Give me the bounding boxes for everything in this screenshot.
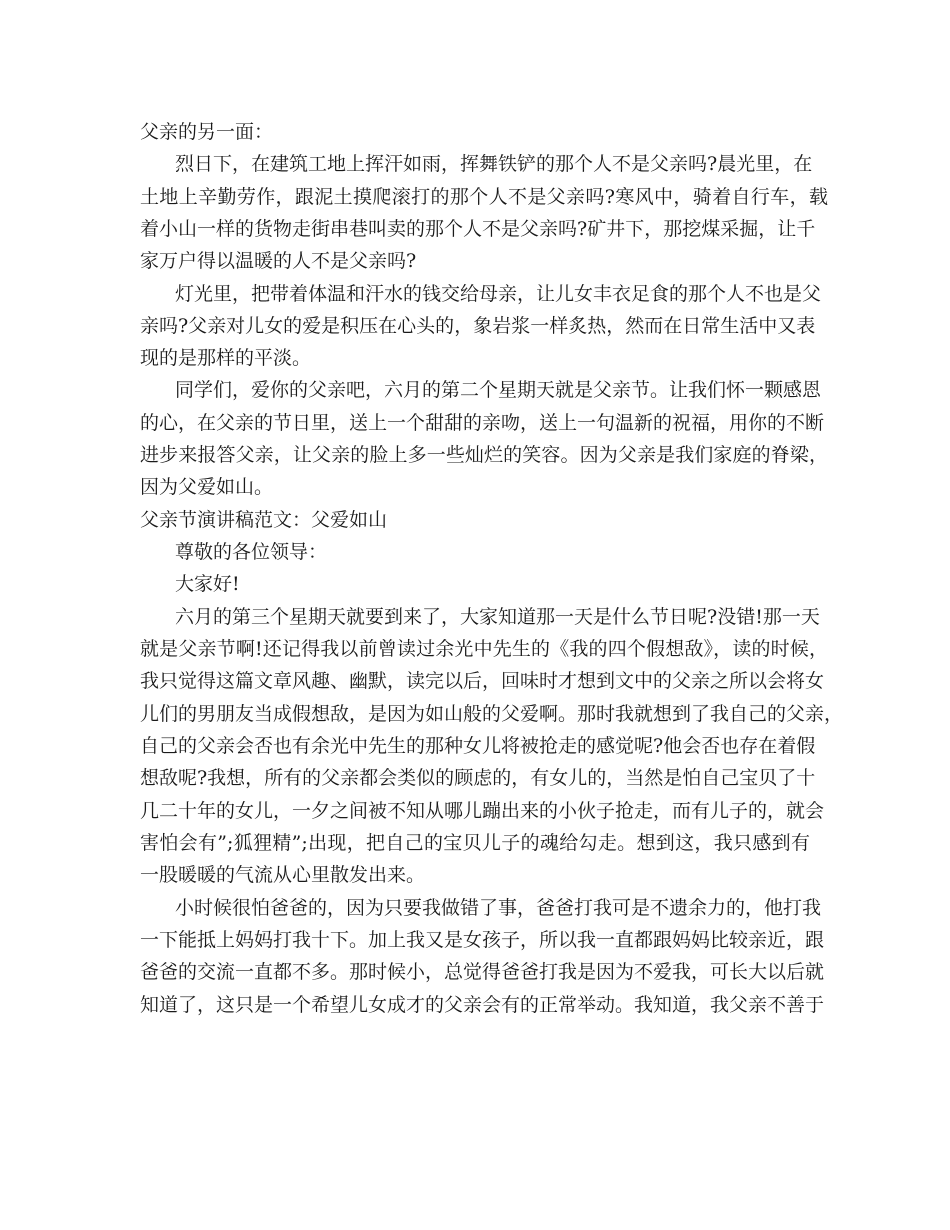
text-line: 着小山一样的货物走街串巷叫卖的那个人不是父亲吗?矿井下，那挖煤采掘，让千: [140, 218, 816, 240]
text-line: 自己的父亲会否也有余光中先生的那种女儿将被抢走的感觉呢?他会否也存在着假: [140, 735, 816, 757]
text-line: 亲吗?父亲对儿女的爱是积压在心头的，象岩浆一样炙热，然而在日常生活中又表: [140, 315, 816, 337]
text-line: 的心，在父亲的节日里，送上一个甜甜的亲吻，送上一句温新的祝福，用你的不断: [140, 412, 825, 434]
text-line: 现的是那样的平淡。: [140, 347, 312, 369]
text-line: 六月的第三个星期天就要到来了，大家知道那一天是什么节日呢?没错!那一天: [175, 606, 820, 628]
text-line: 灯光里，把带着体温和汗水的钱交给母亲，让儿女丰衣足食的那个人不也是父: [175, 283, 822, 305]
text-line: 几二十年的女儿，一夕之间被不知从哪儿蹦出来的小伙子抢走，而有儿子的，就会: [140, 800, 825, 822]
salutation: 尊敬的各位领导：: [175, 541, 328, 563]
text-line: 想敌呢?我想，所有的父亲都会类似的顾虑的，有女儿的，当然是怕自己宝贝了十: [140, 767, 816, 789]
text-line: 一下能抵上妈妈打我十下。加上我又是女孩子，所以我一直都跟妈妈比较亲近，跟: [140, 929, 825, 951]
text-line: 烈日下，在建筑工地上挥汗如雨，挥舞铁铲的那个人不是父亲吗?晨光里，在: [175, 153, 813, 175]
text-line: 进步来报答父亲，让父亲的脸上多一些灿烂的笑容。因为父亲是我们家庭的脊梁，: [140, 444, 828, 466]
section-heading: 父亲节演讲稿范文：父爱如山: [140, 509, 388, 531]
text-line: 家万户得以温暖的人不是父亲吗?: [140, 250, 417, 272]
greeting: 大家好!: [175, 573, 240, 595]
text-line: 因为父爱如山。: [140, 476, 274, 498]
text-line: 父亲的另一面：: [140, 121, 274, 143]
text-line: 爸爸的交流一直都不多。那时候小，总觉得爸爸打我是因为不爱我，可长大以后就: [140, 961, 825, 983]
text-line: 同学们，爱你的父亲吧，六月的第二个星期天就是父亲节。让我们怀一颗感恩: [175, 379, 822, 401]
text-line: 我只觉得这篇文章风趣、幽默，读完以后，回味时才想到文中的父亲之所以会将女: [140, 670, 825, 692]
text-line: 小时候很怕爸爸的，因为只要我做错了事，爸爸打我可是不遗余力的，他打我: [175, 897, 822, 919]
text-line: 土地上辛勤劳作，跟泥土摸爬滚打的那个人不是父亲吗?寒风中，骑着自行车，载: [140, 186, 828, 208]
text-line: 儿们的男朋友当成假想敌，是因为如山般的父爱啊。那时我就想到了我自己的父亲，: [140, 703, 844, 725]
text-line: 害怕会有”;狐狸精”;出现，把自己的宝贝儿子的魂给勾走。想到这，我只感到有: [140, 832, 810, 854]
text-line: 一股暖暖的气流从心里散发出来。: [140, 864, 426, 886]
text-line: 知道了，这只是一个希望儿女成才的父亲会有的正常举动。我知道，我父亲不善于: [140, 994, 825, 1016]
text-line: 就是父亲节啊!还记得我以前曾读过余光中先生的《我的四个假想敌》，读的时候，: [140, 638, 828, 660]
